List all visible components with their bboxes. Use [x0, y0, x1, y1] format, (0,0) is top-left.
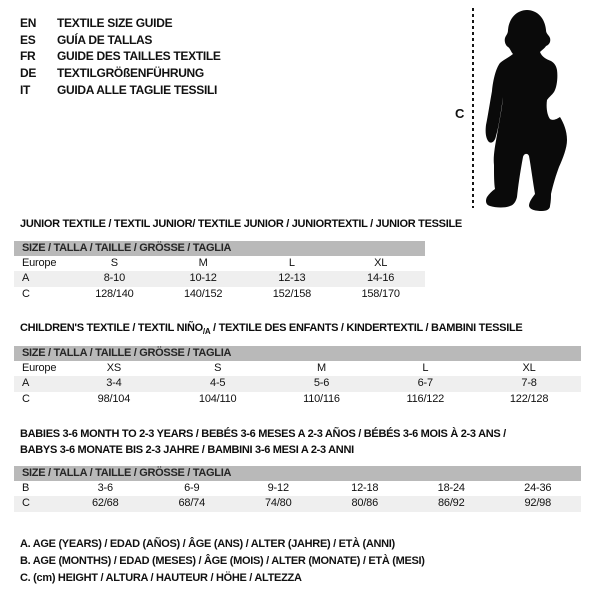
size-cell: XL — [374, 257, 388, 269]
height-cell: 152/158 — [272, 287, 312, 300]
months-cell: 9-12 — [267, 482, 289, 494]
children-size-table — [14, 346, 581, 407]
age-cell: 7-8 — [521, 377, 537, 390]
months-cell: 18-24 — [437, 482, 465, 494]
months-cell: 12-18 — [351, 482, 379, 494]
lang-label: GUIDA ALLE TAGLIE TESSILI — [57, 82, 218, 97]
junior-size-header: SIZE / TALLA / TAILLE / GRÖSSE / TAGLIA — [14, 241, 425, 256]
size-cell: S — [214, 362, 222, 374]
junior-table-title: JUNIOR TEXTILE / TEXTIL JUNIOR/ TEXTILE JUNIOR / JUNIORTEXTIL / JUNIOR TESSILE — [20, 218, 462, 230]
row-label: Europe — [22, 362, 57, 374]
months-cell: 6-9 — [184, 482, 200, 494]
row-label: C — [22, 392, 30, 405]
lang-label: TEXTILE SIZE GUIDE — [57, 16, 173, 31]
size-cell: XL — [522, 362, 536, 374]
footnote-age-years: A. AGE (YEARS) / EDAD (AÑOS) / ÂGE (ANS) / ALTER (JAHRE) / ETÀ (ANNI) — [20, 538, 395, 550]
height-cell: 86/92 — [437, 497, 465, 510]
height-cell: 122/128 — [509, 392, 549, 405]
lang-row-en — [20, 15, 221, 32]
lang-label: GUIDE DES TAILLES TEXTILE — [57, 49, 221, 64]
language-title-list — [20, 15, 221, 98]
height-cell: 68/74 — [178, 497, 206, 510]
table-row-europe — [14, 361, 581, 376]
height-measure-label: C — [455, 106, 465, 121]
height-cell: 80/86 — [351, 497, 379, 510]
size-cell: XS — [106, 362, 122, 374]
junior-size-table — [14, 241, 425, 302]
lang-code: IT — [20, 82, 31, 97]
lang-label: GUÍA DE TALLAS — [57, 32, 153, 47]
months-cell: 3-6 — [97, 482, 113, 494]
age-cell: 5-6 — [313, 377, 330, 390]
height-cell: 104/110 — [198, 392, 237, 405]
table-row-height — [14, 496, 581, 511]
size-cell: M — [317, 362, 326, 374]
table-row-height — [14, 287, 425, 302]
age-cell: 8-10 — [103, 272, 125, 285]
size-cell: M — [198, 257, 208, 269]
height-cell: 92/98 — [524, 497, 552, 510]
babies-title-line1: BABIES 3-6 MONTH TO 2-3 YEARS / BEBÉS 3-6 MESES A 2-3 AÑOS / BÉBÉS 3-6 MOIS À 2-3 ANS / — [20, 428, 506, 440]
row-label: C — [22, 287, 30, 300]
babies-table-title — [20, 427, 580, 458]
babies-size-table — [14, 466, 581, 512]
toddler-silhouette-image — [478, 5, 582, 212]
row-label: B — [22, 482, 30, 494]
table-row-age — [14, 376, 581, 391]
table-row-europe — [14, 256, 425, 271]
footnote-age-months: B. AGE (MONTHS) / EDAD (MESES) / ÂGE (MOIS) / ALTER (MONATE) / ETÀ (MESI) — [20, 555, 425, 568]
size-cell: S — [110, 257, 118, 269]
babies-size-header: SIZE / TALLA / TAILLE / GRÖSSE / TAGLIA — [14, 466, 581, 481]
lang-code: ES — [20, 32, 36, 47]
height-cell: 110/116 — [303, 392, 340, 405]
legend-footnotes — [20, 536, 425, 588]
age-cell: 3-4 — [106, 377, 122, 390]
age-cell: 10-12 — [189, 272, 217, 285]
lang-row-it — [20, 81, 221, 98]
lang-code: EN — [20, 16, 37, 31]
table-row-months — [14, 481, 581, 496]
height-cell: 158/170 — [361, 287, 400, 300]
lang-code: DE — [20, 66, 37, 81]
age-cell: 4-5 — [210, 377, 226, 390]
age-cell: 14-16 — [367, 272, 395, 285]
size-cell: L — [288, 257, 295, 269]
height-cell: 116/122 — [406, 392, 445, 405]
age-cell: 6-7 — [417, 377, 433, 390]
lang-code: FR — [20, 49, 36, 64]
lang-row-es — [20, 32, 221, 49]
lang-label: TEXTILGRÖßENFÜHRUNG — [57, 66, 204, 81]
age-cell: 12-13 — [278, 272, 306, 285]
title-subscript: /A — [202, 327, 211, 337]
months-cell: 24-36 — [524, 482, 552, 494]
table-row-height — [14, 392, 581, 407]
footnote-height: C. (cm) HEIGHT / ALTURA / HAUTEUR / HÖHE / ALTEZZA — [20, 572, 302, 585]
children-size-header: SIZE / TALLA / TAILLE / GRÖSSE / TAGLIA — [14, 346, 581, 361]
row-label: C — [22, 497, 30, 510]
table-row-age — [14, 271, 425, 286]
lang-row-fr — [20, 48, 221, 65]
height-cell: 74/80 — [264, 497, 292, 510]
lang-row-de — [20, 65, 221, 82]
row-label: Europe — [22, 257, 57, 269]
title-suffix: / TEXTILE DES ENFANTS / KINDERTEXTIL / BAMBINI TESSILE — [210, 322, 523, 334]
babies-title-line2: BABYS 3-6 MONATE BIS 2-3 JAHRE / BAMBINI 3-6 MESI A 2-3 ANNI — [20, 443, 354, 456]
row-label: A — [22, 377, 30, 390]
height-cell: 128/140 — [95, 287, 134, 300]
height-cell: 140/152 — [183, 287, 223, 300]
title-prefix: CHILDREN'S TEXTILE / TEXTIL NIÑO — [20, 322, 203, 334]
height-cell: 98/104 — [97, 392, 131, 405]
row-label: A — [22, 272, 30, 285]
height-dashed-line — [472, 8, 474, 208]
height-cell: 62/68 — [91, 497, 119, 510]
size-cell: L — [422, 362, 429, 374]
children-table-title — [20, 322, 522, 336]
